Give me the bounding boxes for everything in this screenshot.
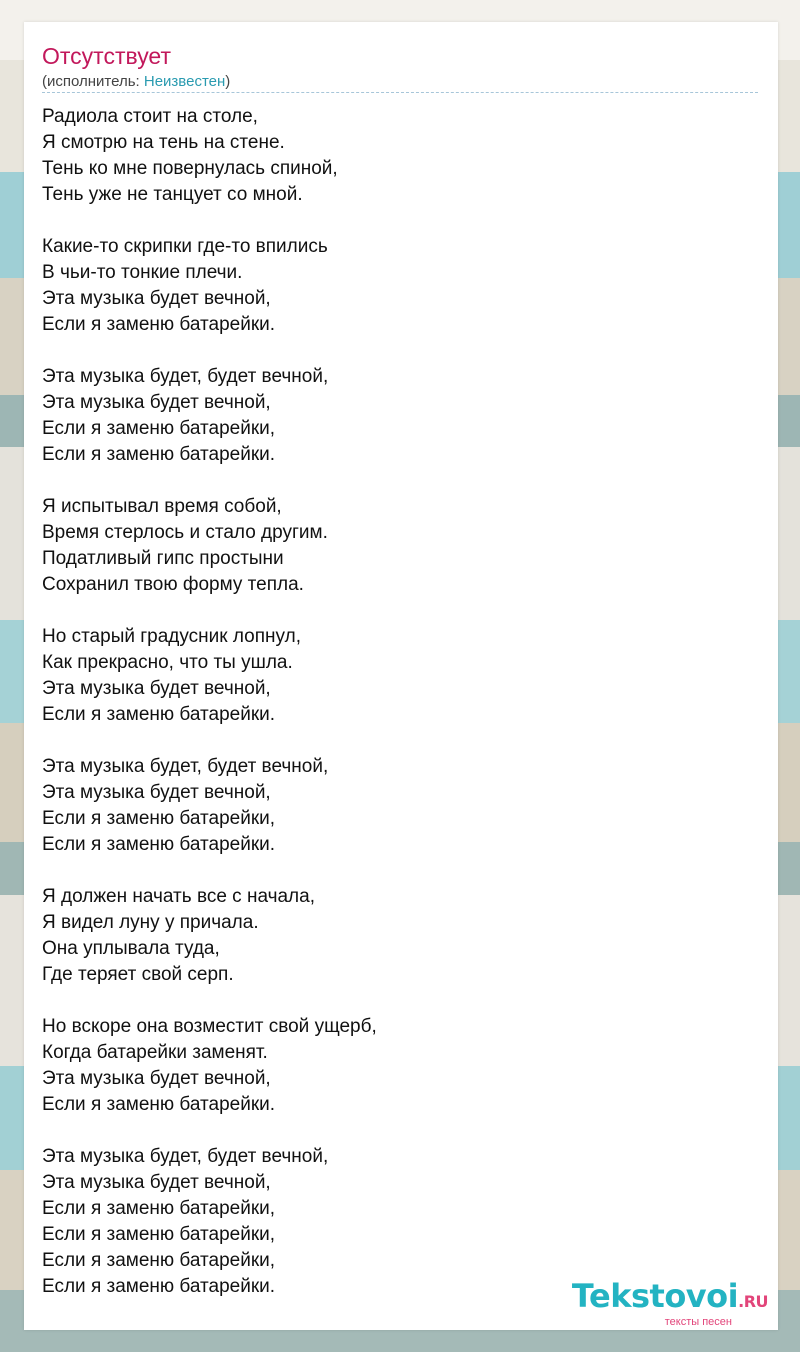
lyric-line: Эта музыка будет, будет вечной,	[42, 1146, 329, 1167]
artist-line	[42, 73, 230, 91]
title-divider	[42, 92, 758, 93]
lyric-line: Когда батарейки заменят.	[42, 1042, 268, 1063]
lyric-line: Если я заменю батарейки.	[42, 834, 276, 855]
lyric-line: Я смотрю на тень на стене.	[42, 132, 285, 153]
lyric-line: Но вскоре она возместит свой ущерб,	[42, 1016, 377, 1037]
stanza-break	[42, 468, 377, 494]
stanza-break	[42, 1118, 377, 1144]
lyric-line: Если я заменю батарейки.	[42, 314, 276, 335]
lyric-line: Я видел луну у причала.	[42, 912, 259, 933]
stanza-break	[42, 338, 377, 364]
lyric-line: Если я заменю батарейки,	[42, 1198, 276, 1219]
lyric-line: В чьи-то тонкие плечи.	[42, 262, 243, 283]
lyric-line: Если я заменю батарейки,	[42, 418, 276, 439]
lyric-line: Если я заменю батарейки,	[42, 808, 276, 829]
lyric-line: Эта музыка будет вечной,	[42, 1172, 271, 1193]
lyric-line: Если я заменю батарейки,	[42, 1250, 276, 1271]
artist-link[interactable]: Неизвестен	[143, 73, 226, 90]
lyric-line: Эта музыка будет, будет вечной,	[42, 756, 329, 777]
artist-suffix: )	[225, 73, 231, 90]
stanza-break	[42, 858, 377, 884]
lyric-line: Эта музыка будет вечной,	[42, 678, 271, 699]
lyric-line: Тень уже не танцует со мной.	[42, 184, 303, 205]
lyric-line: Податливый гипс простыни	[42, 548, 284, 569]
lyric-line: Она уплывала туда,	[42, 938, 220, 959]
lyric-line: Какие-то скрипки где-то впились	[42, 236, 328, 257]
lyric-line: Если я заменю батарейки.	[42, 1276, 276, 1297]
site-logo[interactable]	[572, 1279, 768, 1328]
lyric-line: Эта музыка будет, будет вечной,	[42, 366, 329, 387]
lyrics-card	[24, 22, 778, 1330]
lyric-line: Я должен начать все с начала,	[42, 886, 315, 907]
logo-name: Tekstovoi	[571, 1277, 739, 1315]
lyric-line: Эта музыка будет вечной,	[42, 1068, 271, 1089]
lyric-line: Эта музыка будет вечной,	[42, 782, 271, 803]
lyric-line: Но старый градусник лопнул,	[42, 626, 301, 647]
lyric-line: Я испытывал время собой,	[42, 496, 282, 517]
artist-prefix: (исполнитель:	[42, 73, 144, 90]
stanza-break	[42, 208, 377, 234]
stanza-break	[42, 598, 377, 624]
logo-tld: .RU	[738, 1292, 768, 1311]
lyric-line: Если я заменю батарейки,	[42, 1224, 276, 1245]
lyric-line: Эта музыка будет вечной,	[42, 288, 271, 309]
lyric-line: Тень ко мне повернулась спиной,	[42, 158, 338, 179]
lyric-line: Радиола стоит на столе,	[42, 106, 258, 127]
logo-tagline: тексты песен	[664, 1316, 732, 1328]
song-title: Отсутствует	[42, 43, 171, 69]
lyric-line: Эта музыка будет вечной,	[42, 392, 271, 413]
lyric-line: Как прекрасно, что ты ушла.	[42, 652, 293, 673]
lyric-line: Если я заменю батарейки.	[42, 444, 276, 465]
lyric-line: Если я заменю батарейки.	[42, 1094, 276, 1115]
lyrics-text	[42, 104, 377, 1300]
lyric-line: Сохранил твою форму тепла.	[42, 574, 304, 595]
stanza-break	[42, 728, 377, 754]
lyric-line: Если я заменю батарейки.	[42, 704, 276, 725]
lyric-line: Где теряет свой серп.	[42, 964, 234, 985]
lyric-line: Время стерлось и стало другим.	[42, 522, 328, 543]
stanza-break	[42, 988, 377, 1014]
